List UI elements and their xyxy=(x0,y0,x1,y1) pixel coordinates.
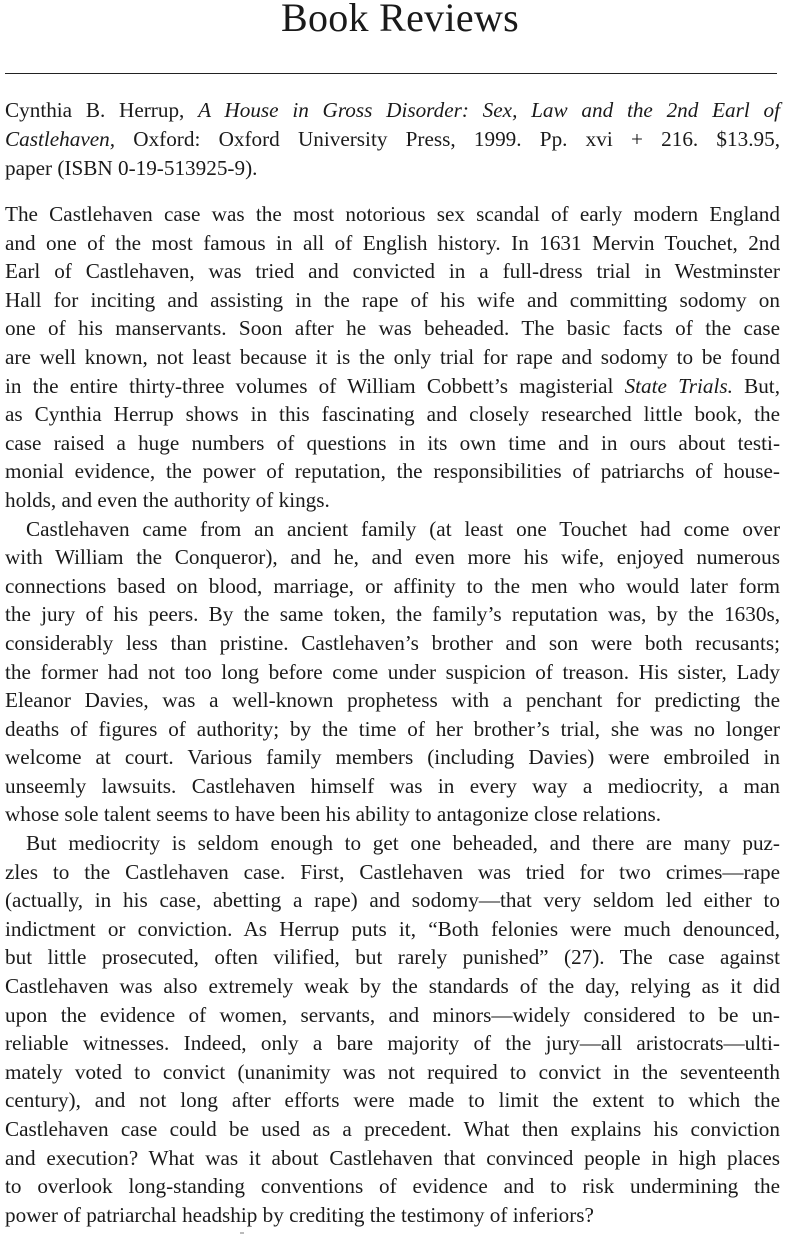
text-line: power of patriarchal headship by crediting the testimony of inferiors? xyxy=(5,1202,594,1227)
text-line: deaths of figures of authority; by the time of her brother’s trial, she was no longer xyxy=(5,716,780,741)
text-line: welcome at court. Various family members (including Davies) were embroiled in xyxy=(5,745,780,770)
citation-line-2 xyxy=(5,125,780,154)
text-line: are well known, not least because it is the only trial for rape and sodomy to be found xyxy=(5,344,780,369)
header-rule xyxy=(5,73,777,74)
paragraph-2 xyxy=(5,515,780,830)
text-line: as Cynthia Herrup shows in this fascinating and closely researched little book, the xyxy=(5,402,780,427)
citation-author: Cynthia B. Herrup, xyxy=(5,98,185,122)
text-line: century), and not long after efforts were made to limit the extent to which the xyxy=(5,1088,780,1113)
text-line: The Castlehaven case was the most notorious sex scandal of early modern England xyxy=(5,202,780,226)
text-line: But mediocrity is seldom enough to get one beheaded, and there are many puz- xyxy=(26,831,780,856)
text-segment: But, xyxy=(732,373,780,398)
paragraph-1 xyxy=(5,200,780,515)
text-line: and one of the most famous in all of English history. In 1631 Mervin Touchet, 2nd xyxy=(5,230,780,255)
text-line: connections based on blood, marriage, or affinity to the men who would later form xyxy=(5,573,780,598)
text-line: mately voted to convict (unanimity was not required to convict in the seventeenth xyxy=(5,1059,780,1084)
text-line: zles to the Castlehaven case. First, Castlehaven was tried for two crimes—rape xyxy=(5,859,780,884)
text-line: Earl of Castlehaven, was tried and convicted in a full-dress trial in Westminster xyxy=(5,259,780,284)
citation-book-title-cont: Castlehaven, xyxy=(5,127,116,151)
book-citation xyxy=(5,96,780,183)
text-line: whose sole talent seems to have been his ability to antagonize close relations. xyxy=(5,802,662,827)
text-line: one of his manservants. Soon after he was beheaded. The basic facts of the case xyxy=(5,316,780,341)
text-line: unseemly lawsuits. Castlehaven himself was in every way a mediocrity, a man xyxy=(5,773,780,798)
text-line: but little prosecuted, often vilified, but rarely punished” (27). The case against xyxy=(5,945,780,970)
text-line: considerably less than pristine. Castlehaven’s brother and son were both recusants; xyxy=(5,630,780,655)
text-line: to overlook long-standing conventions of evidence and to risk undermining the xyxy=(5,1174,780,1199)
text-line: Castlehaven was also extremely weak by the standards of the day, relying as it did xyxy=(5,974,780,999)
italic-reference: State Trials. xyxy=(624,373,733,398)
text-line: Hall for inciting and assisting in the rape of his wife and committing sodomy on xyxy=(5,287,780,312)
page-speck xyxy=(240,1232,244,1234)
text-line: indictment or conviction. As Herrup puts it, “Both felonies were much denounced, xyxy=(5,916,780,941)
citation-book-title: A House in Gross Disorder: Sex, Law and the 2nd Earl of xyxy=(198,98,781,122)
text-line: reliable witnesses. Indeed, only a bare majority of the jury—all aristocrats—ulti- xyxy=(5,1031,780,1056)
text-line: Eleanor Davies, was a well-known prophetess with a penchant for predicting the xyxy=(5,688,780,713)
text-line: Castlehaven case could be used as a precedent. What then explains his conviction xyxy=(5,1117,780,1141)
text-line xyxy=(5,372,780,401)
page-title: Book Reviews xyxy=(280,0,520,40)
text-line: monial evidence, the power of reputation, the responsibilities of patriarchs of house- xyxy=(5,459,780,484)
paragraph-3 xyxy=(5,829,780,1229)
text-line: and execution? What was it about Castlehaven that convinced people in high places xyxy=(5,1145,780,1170)
text-line: upon the evidence of women, servants, and minors—widely considered to be un- xyxy=(5,1002,780,1027)
citation-line-1 xyxy=(5,96,780,125)
text-segment: in the entire thirty-three volumes of William Cobbett’s magisterial xyxy=(5,373,614,398)
review-body xyxy=(5,200,780,1229)
citation-line-3: paper (ISBN 0-19-513925-9). xyxy=(5,156,258,180)
text-line: holds, and even the authority of kings. xyxy=(5,487,330,512)
citation-publisher: Oxford: Oxford University Press, 1999. Pp. xvi + 216. $13.95, xyxy=(133,127,780,151)
text-line: Castlehaven came from an ancient family (at least one Touchet had come over xyxy=(26,516,780,541)
text-line: the jury of his peers. By the same token, the family’s reputation was, by the 1630s, xyxy=(5,602,780,627)
text-line: (actually, in his case, abetting a rape) and sodomy—that very seldom led either to xyxy=(5,888,780,913)
text-line: the former had not too long before come under suspicion of treason. His sister, Lady xyxy=(5,659,780,684)
text-line: with William the Conqueror), and he, and even more his wife, enjoyed numerous xyxy=(5,545,780,570)
text-line: case raised a huge numbers of questions in its own time and in ours about testi- xyxy=(5,430,780,455)
